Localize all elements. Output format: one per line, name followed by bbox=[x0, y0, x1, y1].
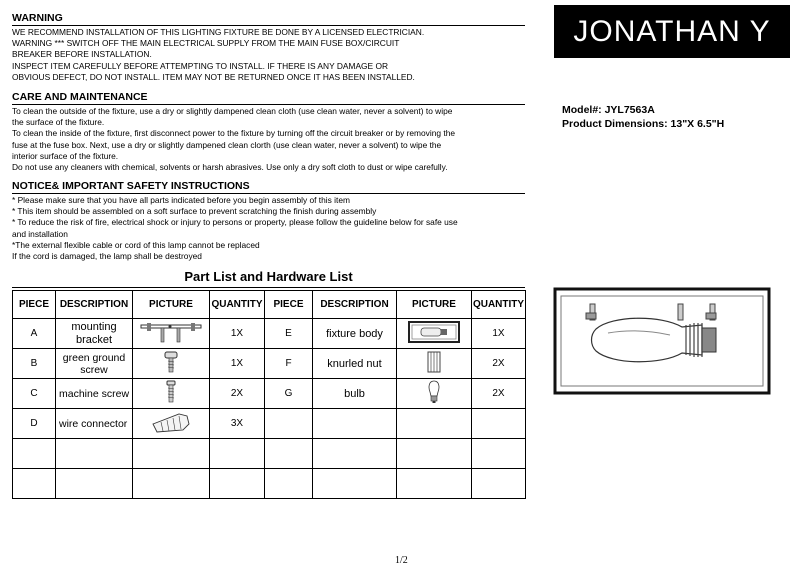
quantity-cell: 2X bbox=[472, 379, 526, 409]
care-title: CARE AND MAINTENANCE bbox=[12, 91, 525, 105]
header-quantity: QUANTITY bbox=[472, 291, 526, 319]
piece-cell: A bbox=[13, 319, 56, 349]
piece-cell bbox=[265, 439, 313, 469]
header-picture: PICTURE bbox=[397, 291, 472, 319]
description-cell: knurled nut bbox=[313, 349, 397, 379]
description-cell bbox=[313, 439, 397, 469]
picture-cell bbox=[397, 469, 472, 499]
description-cell desc-left: machine screw bbox=[56, 379, 133, 409]
piece-cell: D bbox=[13, 409, 56, 439]
table-row bbox=[13, 439, 526, 469]
brand-logo: JONATHAN Y bbox=[554, 5, 790, 58]
product-dimensions: Product Dimensions: 13"X 6.5"H bbox=[562, 118, 725, 130]
description-cell: fixture body bbox=[313, 319, 397, 349]
description-cell bbox=[313, 409, 397, 439]
mounting-bracket-icon bbox=[139, 320, 203, 344]
fixture-body-icon bbox=[407, 320, 461, 344]
picture-cell bbox=[397, 409, 472, 439]
bulb-icon bbox=[427, 380, 441, 404]
table-row bbox=[13, 319, 526, 349]
knurled-nut-icon bbox=[426, 350, 442, 374]
piece-cell bbox=[13, 469, 56, 499]
table-row bbox=[13, 349, 526, 379]
warning-line: WARNING *** SWITCH OFF THE MAIN ELECTRICAL SUPPLY FROM THE MAIN FUSE BOX/CIRCUIT bbox=[12, 38, 400, 49]
header-description: DESCRIPTION bbox=[313, 291, 397, 319]
quantity-cell bbox=[472, 409, 526, 439]
picture-cell bbox=[133, 409, 210, 439]
quantity-cell: 2X bbox=[472, 349, 526, 379]
picture-cell bbox=[133, 319, 210, 349]
warning-line: INSPECT ITEM CAREFULLY BEFORE ATTEMPTING TO INSTALL. IF THERE IS ANY DAMAGE OR bbox=[12, 60, 389, 71]
description-cell: wire connector bbox=[56, 409, 133, 439]
table-row bbox=[13, 409, 526, 439]
quantity-cell bbox=[472, 439, 526, 469]
picture-cell bbox=[397, 319, 472, 349]
safety-line: If the cord is damaged, the lamp shall be destroyed bbox=[12, 251, 202, 262]
picture-cell bbox=[133, 439, 210, 469]
quantity-cell bbox=[210, 469, 265, 499]
warning-line: OBVIOUS DEFECT, DO NOT INSTALL. ITEM MAY NOT BE RETURNED ONCE IT HAS BEEN INSTALLED. bbox=[12, 71, 415, 82]
description-cell: bulb bbox=[313, 379, 397, 409]
machine-screw-icon bbox=[164, 380, 178, 404]
fixture-illustration bbox=[552, 285, 772, 400]
quantity-cell: 1X bbox=[472, 319, 526, 349]
quantity-cell: 1X bbox=[210, 349, 265, 379]
piece-cell: B bbox=[13, 349, 56, 379]
picture-cell bbox=[133, 349, 210, 379]
quantity-cell bbox=[472, 469, 526, 499]
piece-cell: C bbox=[13, 379, 56, 409]
safety-line: * Please make sure that you have all parts indicated before you begin assembly of this item bbox=[12, 195, 350, 205]
care-line: interior surface of the fixture. bbox=[12, 150, 119, 161]
care-line: To clean the inside of the fixture, first disconnect power to the fixture by turning off the circuit breaker or by removing the bbox=[12, 128, 456, 139]
care-line: To clean the outside of the fixture, use a dry or slightly dampened clean cloth (use clean water, never a solvent) to wipe bbox=[12, 106, 453, 116]
model-number: Model#: JYL7563A bbox=[562, 104, 655, 116]
table-row bbox=[13, 469, 526, 499]
page-number: 1/2 bbox=[395, 555, 408, 566]
table-header-row bbox=[13, 291, 526, 319]
ground-screw-icon bbox=[161, 350, 181, 374]
piece-cell: E bbox=[265, 319, 313, 349]
picture-cell bbox=[397, 379, 472, 409]
description-cell bbox=[313, 469, 397, 499]
description-cell bbox=[56, 469, 133, 499]
wire-connector-icon bbox=[149, 410, 193, 434]
parts-list-title: Part List and Hardware List bbox=[12, 267, 525, 288]
product-info bbox=[562, 103, 724, 131]
safety-line: * To reduce the risk of fire, electrical shock or injury to persons or property, please follow the guideline below for safe use bbox=[12, 217, 458, 228]
care-line: fuse at the fuse box. Next, use a dry or slightly dampened clean clorth (use clean water, never a solvent) to wipe the bbox=[12, 139, 442, 150]
warning-title: WARNING bbox=[12, 12, 525, 26]
safety-text bbox=[12, 195, 527, 262]
picture-cell bbox=[397, 439, 472, 469]
header-quantity: QUANTITY bbox=[210, 291, 265, 319]
header-picture: PICTURE bbox=[133, 291, 210, 319]
safety-line: * This item should be assembled on a soft surface to prevent scratching the finish during assembly bbox=[12, 206, 377, 217]
header-description: DESCRIPTION bbox=[56, 291, 133, 319]
safety-title: NOTICE& IMPORTANT SAFETY INSTRUCTIONS bbox=[12, 180, 525, 194]
quantity-cell: 1X bbox=[210, 319, 265, 349]
piece-cell bbox=[13, 439, 56, 469]
picture-cell bbox=[397, 349, 472, 379]
table-row bbox=[13, 379, 526, 409]
care-text bbox=[12, 106, 527, 173]
care-line: Do not use any cleaners with chemical, solvents or harsh abrasives. Use only a dry soft cloth to dust or wipe carefully. bbox=[12, 162, 448, 173]
care-line: the surface of the fixture. bbox=[12, 117, 105, 128]
piece-cell: G bbox=[265, 379, 313, 409]
piece-cell bbox=[265, 469, 313, 499]
safety-line: *The external flexible cable or cord of this lamp cannot be replaced bbox=[12, 239, 260, 250]
warning-line: WE RECOMMEND INSTALLATION OF THIS LIGHTING FIXTURE BE DONE BY A LICENSED ELECTRICIAN. bbox=[12, 27, 425, 37]
warning-text bbox=[12, 27, 527, 83]
quantity-cell: 3X bbox=[210, 409, 265, 439]
quantity-cell bbox=[210, 439, 265, 469]
description-cell bbox=[56, 439, 133, 469]
warning-line: BREAKER BEFORE INSTALLATION. bbox=[12, 49, 152, 60]
piece-cell bbox=[265, 409, 313, 439]
parts-table bbox=[12, 290, 526, 499]
description-cell: green ground screw bbox=[56, 349, 133, 379]
safety-line: and installation bbox=[12, 228, 68, 239]
header-piece: PIECE bbox=[13, 291, 56, 319]
header-piece: PIECE bbox=[265, 291, 313, 319]
picture-cell bbox=[133, 379, 210, 409]
piece-cell: F bbox=[265, 349, 313, 379]
description-cell: mounting bracket bbox=[56, 319, 133, 349]
picture-cell bbox=[133, 469, 210, 499]
quantity-cell: 2X bbox=[210, 379, 265, 409]
